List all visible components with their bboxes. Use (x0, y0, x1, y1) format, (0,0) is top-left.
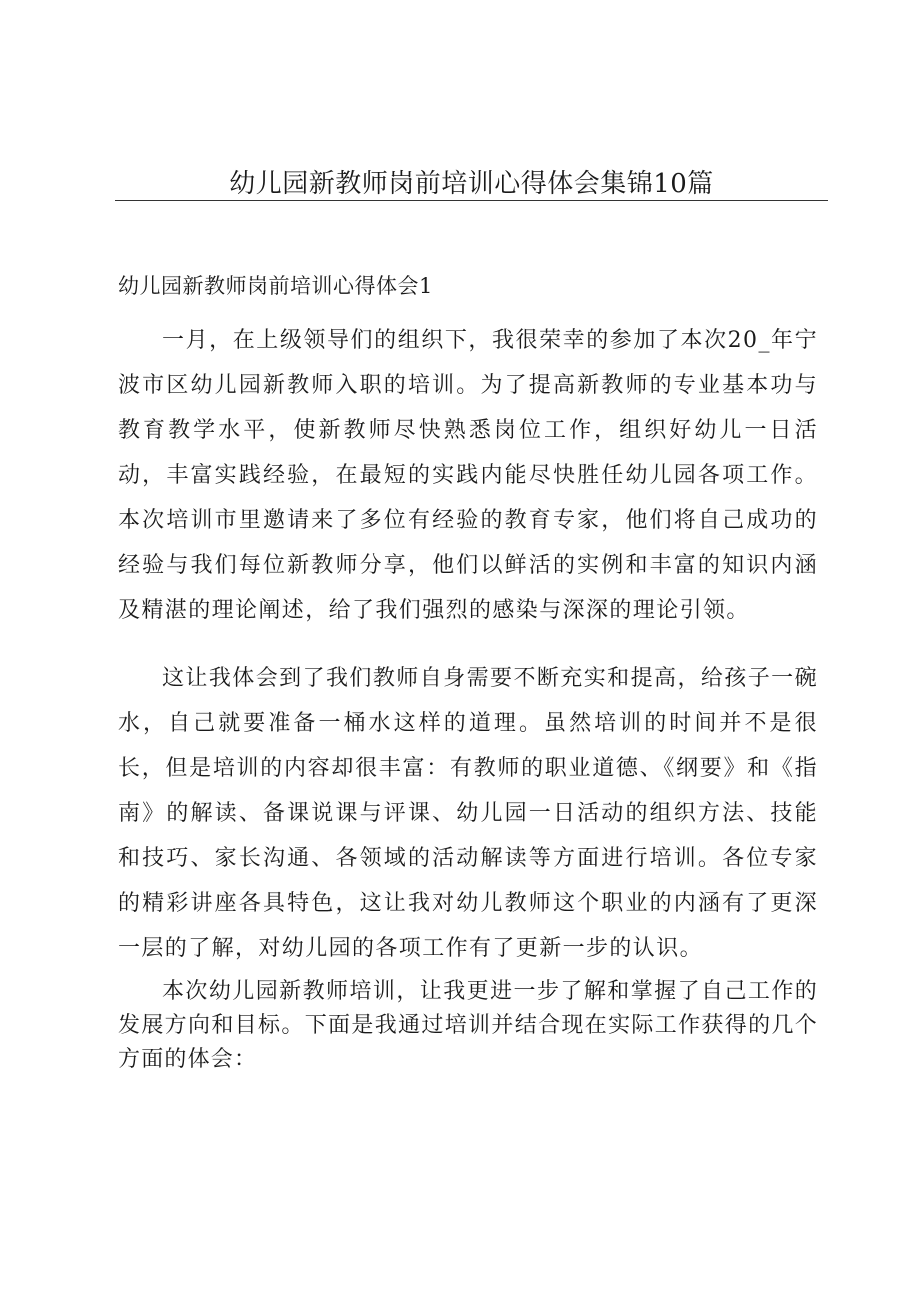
title-underline (115, 200, 828, 201)
document-title: 幼儿园新教师岗前培训心得体会集锦10篇 (229, 169, 714, 199)
paragraph-3: 本次幼儿园新教师培训，让我更进一步了解和掌握了自己工作的发展方向和目标。下面是我通过培训并结合现在实际工作获得的几个方面的体会： (118, 979, 818, 1072)
paragraph-1: 一月，在上级领导们的组织下，我很荣幸的参加了本次20_年宁波市区幼儿园新教师入职的培训。为了提高新教师的专业基本功与教育教学水平，使新教师尽快熟悉岗位工作，组织好幼儿一日活动，丰富实践经验，在最短的实践内能尽快胜任幼儿园各项工作。本次培训市里邀请来了多位有经验的教育专家，他们将自己成功的经验与我们每位新教师分享，他们以鲜活的实例和丰富的知识内涵及精湛的理论阐述，给了我们强烈的感染与深深的理论引领。 (118, 328, 818, 623)
section-heading: 幼儿园新教师岗前培训心得体会1 (118, 274, 433, 298)
paragraph-2: 这让我体会到了我们教师自身需要不断充实和提高，给孩子一碗水，自己就要准备一桶水这样的道理。虽然培训的时间并不是很长，但是培训的内容却很丰富：有教师的职业道德、《纲要》和《指南》的解读、备课说课与评课、幼儿园一日活动的组织方法、技能和技巧、家长沟通、各领域的活动解读等方面进行培训。各位专家的精彩讲座各具特色，这让我对幼儿教师这个职业的内涵有了更深一层的了解，对幼儿园的各项工作有了更新一步的认识。 (118, 666, 818, 961)
